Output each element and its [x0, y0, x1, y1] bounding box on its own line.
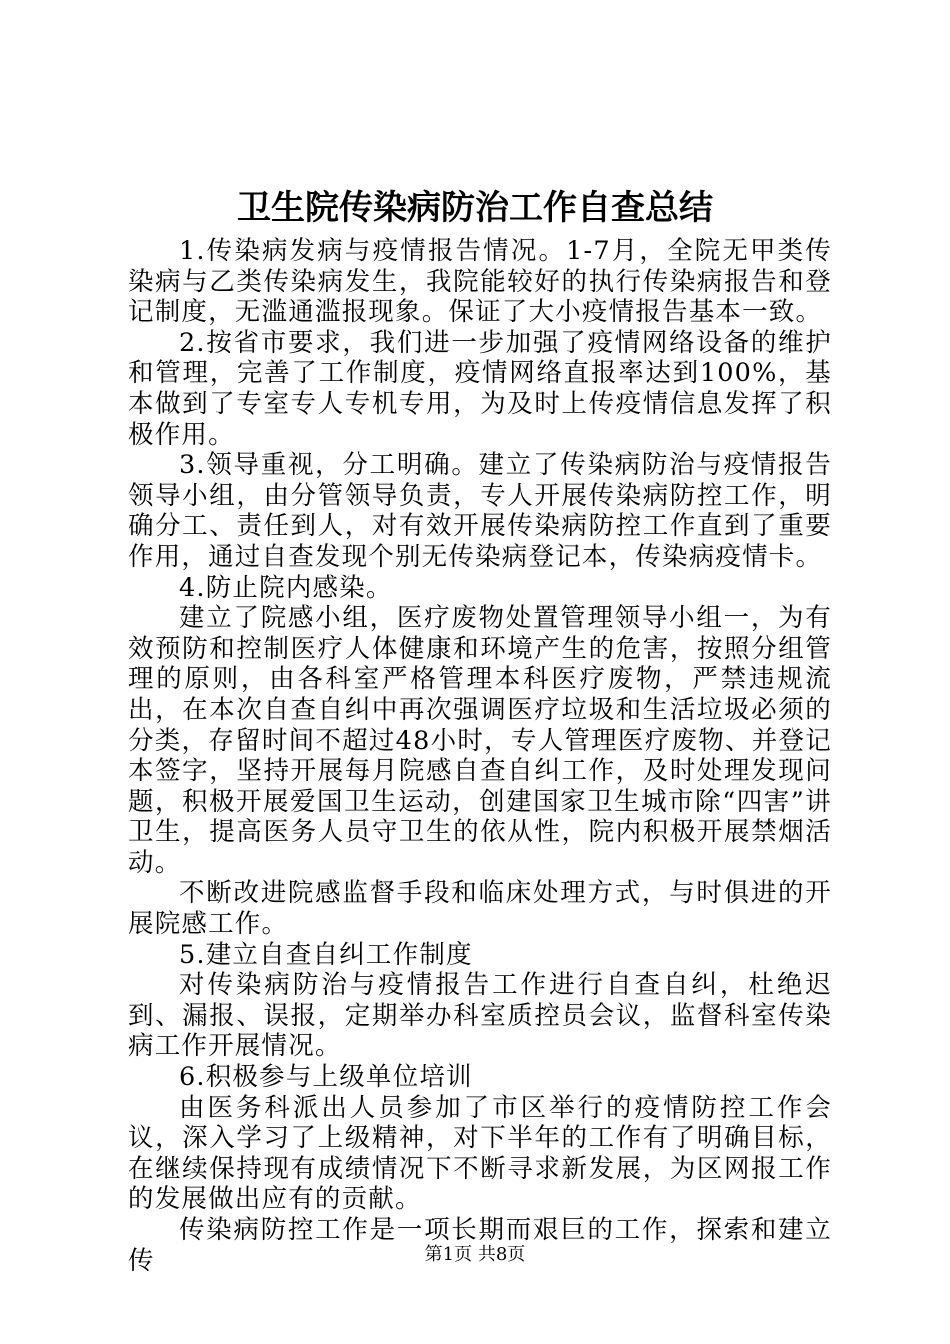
paragraph-5-body: 对传染病防治与疫情报告工作进行自查自纠，杜绝迟到、漏报、误报，定期举办科室质控员会议，监督科室传染病工作开展情况。	[128, 970, 832, 1062]
paragraph-3: 3.领导重视，分工明确。建立了传染病防治与疫情报告领导小组，由分管领导负责，专人开展传染病防控工作，明确分工、责任到人，对有效开展传染病防控工作直到了重要作用，通过自查发现个别无传染病登记本，传染病疫情卡。	[128, 450, 832, 572]
paragraph-4-continuation: 不断改进院感监督手段和临床处理方式，与时俱进的开展院感工作。	[128, 878, 832, 940]
document-title: 卫生院传染病防治工作自查总结	[237, 188, 713, 228]
paragraph-2: 2.按省市要求，我们进一步加强了疫情网络设备的维护和管理，完善了工作制度，疫情网络直报率达到100%，基本做到了专室专人专机专用，为及时上传疫情信息发挥了积极作用。	[128, 327, 832, 450]
paragraph-4-body: 建立了院感小组，医疗废物处置管理领导小组一，为有效预防和控制医疗人体健康和环境产生的危害，按照分组管理的原则，由各科室严格管理本科医疗废物，严禁违规流出，在本次自查自纠中再次强调医疗垃圾和生活垃圾必须的分类，存留时间不超过48小时，专人管理医疗废物、并登记本签字，坚持开展每月院感自查自纠工作，及时处理发现问题，积极开展爱国卫生运动，创建国家卫生城市除“四害”讲卫生，提高医务人员守卫生的依从性，院内积极开展禁烟活动。	[128, 603, 832, 878]
page-number-footer: 第1页 共8页	[424, 1244, 526, 1265]
paragraph-closing: 传染病防控工作是一项长期而艰巨的工作，探索和建立传	[128, 1215, 832, 1276]
paragraph-1: 1.传染病发病与疫情报告情况。1-7月，全院无甲类传染病与乙类传染病发生，我院能较好的执行传染病报告和登记制度，无滥通滥报现象。保证了大小疫情报告基本一致。	[128, 236, 832, 328]
document-body	[128, 236, 832, 1276]
paragraph-5-heading: 5.建立自查自纠工作制度	[179, 939, 473, 970]
paragraph-6-heading: 6.积极参与上级单位培训	[179, 1062, 473, 1093]
paragraph-6-body: 由医务科派出人员参加了市区举行的疫情防控工作会议，深入学习了上级精神，对下半年的工作有了明确目标，在继续保持现有成绩情况下不断寻求新发展，为区网报工作的发展做出应有的贡献。	[128, 1092, 832, 1215]
paragraph-4-heading: 4.防止院内感染。	[179, 572, 393, 603]
